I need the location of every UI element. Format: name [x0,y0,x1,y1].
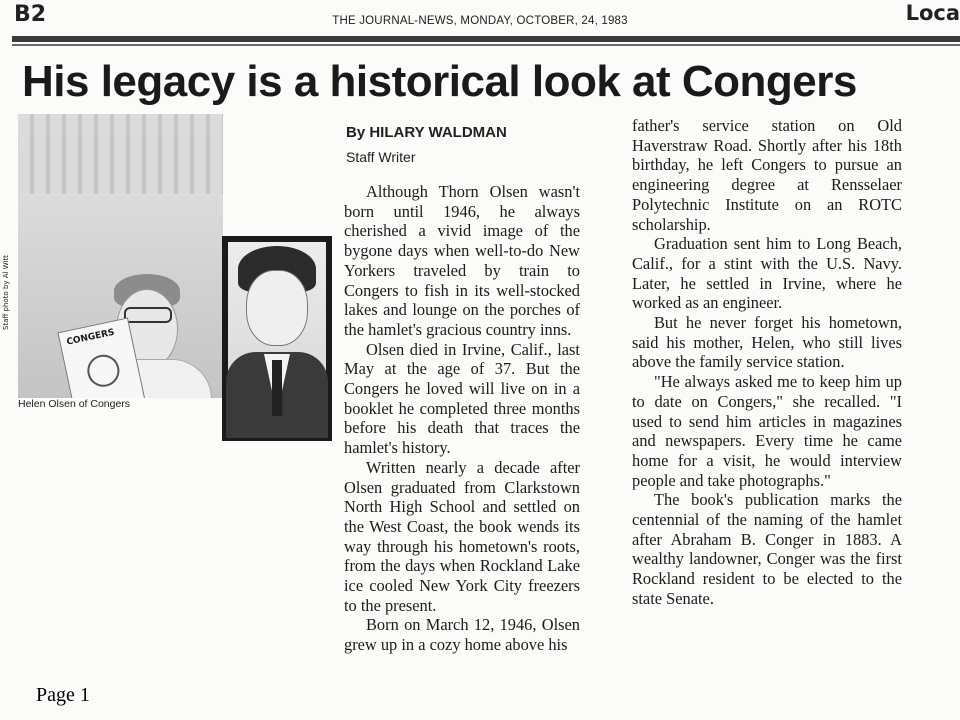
page-number: B2 [14,2,47,27]
dateline: THE JOURNAL-NEWS, MONDAY, OCTOBER, 24, 1983 [332,15,628,27]
seal-icon [84,352,122,390]
article-column-2 [632,116,902,609]
paragraph: The book's publication marks the centennial of the naming of the hamlet after Abraham B. Conger in 1883. A wealthy landowner, Conger was the first Rockland resident to be elected to the state Senate. [632,490,902,608]
paragraph: "He always asked me to keep him up to date on Congers," she recalled. "I used to send him articles in magazines and newspapers. Every time he came home for a visit, he would interview people and take photographs." [632,372,902,490]
paragraph: Born on March 12, 1946, Olsen grew up in a cozy home above his [344,615,580,655]
masthead-rule-thick [12,36,960,42]
helen-olsen-photo [18,114,223,398]
byline: By HILARY WALDMAN [346,124,507,141]
kitchen-curtain [18,114,223,194]
booklet-title: CONGERS [65,327,116,348]
glasses-icon [124,307,172,323]
thorn-olsen-photo [222,236,332,441]
paragraph: Graduation sent him to Long Beach, Calif., for a stint with the U.S. Navy. Later, he settled in Irvine, where he worked as an engineer. [632,234,902,313]
thorn-face [246,270,308,346]
tie-icon [272,360,282,416]
photo-caption: Helen Olsen of Congers [18,398,131,410]
paragraph: father's service station on Old Haverstraw Road. Shortly after his 18th birthday, he left Congers to pursue an engineering degree at Rensselaer Polytechnic Institute on an ROTC scholarship. [632,116,902,234]
headline: His legacy is a historical look at Congers [22,57,857,106]
paragraph: Olsen died in Irvine, Calif., last May at the age of 37. But the Congers he loved will live on in a booklet he completed three months before his death that traces the hamlet's history. [344,339,580,458]
paragraph: But he never forget his hometown, said his mother, Helen, who still lives above the family service station. [632,313,902,372]
page-footer-label: Page 1 [36,684,90,706]
section-label: Loca [905,1,960,25]
paragraph: Written nearly a decade after Olsen graduated from Clarkstown North High School and settled on the West Coast, the book wends its way through his hometown's roots, from the days when Rockland Lake ice cooled New York City freezers to the present. [344,457,580,615]
masthead-rule-thin [12,44,960,46]
paragraph: Although Thorn Olsen wasn't born until 1946, he always cherished a vivid image of the bygone days when well-to-do New Yorkers traveled by train to Congers to fish in its well-stocked lakes and lounge on the porches of the hamlet's gracious country inns. [344,182,580,339]
article-column-1 [344,182,580,655]
photo-credit: Staff photo by Al Witt [2,255,10,330]
byline-title: Staff Writer [346,149,416,165]
